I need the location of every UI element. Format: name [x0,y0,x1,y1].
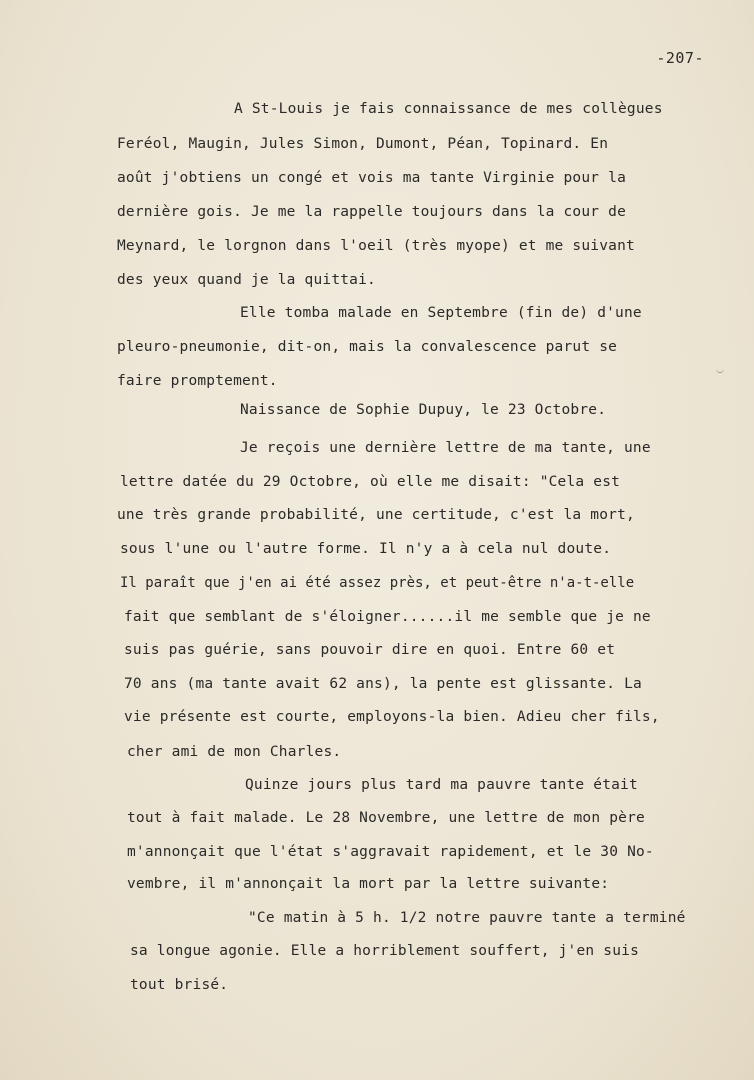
text-line: suis pas guérie, sans pouvoir dire en quoi. Entre 60 et [124,642,616,658]
text-line: Meynard, le lorgnon dans l'oeil (très myope) et me suivant [117,238,635,254]
text-line: pleuro-pneumonie, dit-on, mais la convalescence parut se [117,339,618,355]
text-line: des yeux quand je la quittai. [117,272,376,288]
text-line: tout à fait malade. Le 28 Novembre, une lettre de mon père [127,810,645,826]
text-line: 70 ans (ma tante avait 62 ans), la pente est glissante. La [124,676,642,692]
text-line: fait que semblant de s'éloigner......il me semble que je ne [124,609,651,625]
text-line: m'annonçait que l'état s'aggravait rapidement, et le 30 No- [127,844,654,860]
text-line: Il paraît que j'en ai été assez près, et peut-être n'a-t-elle [120,575,635,591]
pencil-mark [716,368,724,373]
text-line: Feréol, Maugin, Jules Simon, Dumont, Péan, Topinard. En [117,136,609,152]
text-line: Naissance de Sophie Dupuy, le 23 Octobre. [240,402,607,418]
page-number: -207- [656,49,704,67]
text-line: août j'obtiens un congé et vois ma tante Virginie pour la [117,170,626,186]
text-line: une très grande probabilité, une certitude, c'est la mort, [117,507,635,523]
text-line: A St-Louis je fais connaissance de mes collègues [234,101,663,117]
text-line: Elle tomba malade en Septembre (fin de) d'une [240,305,642,321]
text-line: Quinze jours plus tard ma pauvre tante était [245,777,638,793]
text-line: vembre, il m'annonçait la mort par la lettre suivante: [127,876,610,892]
text-line: dernière gois. Je me la rappelle toujours dans la cour de [117,204,626,220]
text-line: tout brisé. [130,977,229,993]
text-line: faire promptement. [117,373,278,389]
text-line: "Ce matin à 5 h. 1/2 notre pauvre tante a terminé [248,910,686,926]
text-line: vie présente est courte, employons-la bien. Adieu cher fils, [124,709,660,725]
text-line: sa longue agonie. Elle a horriblement souffert, j'en suis [130,943,639,959]
text-line: cher ami de mon Charles. [127,744,342,760]
text-line: Je reçois une dernière lettre de ma tante, une [240,440,651,456]
text-line: lettre datée du 29 Octobre, où elle me disait: "Cela est [120,474,621,490]
text-line: sous l'une ou l'autre forme. Il n'y a à cela nul doute. [120,541,612,557]
